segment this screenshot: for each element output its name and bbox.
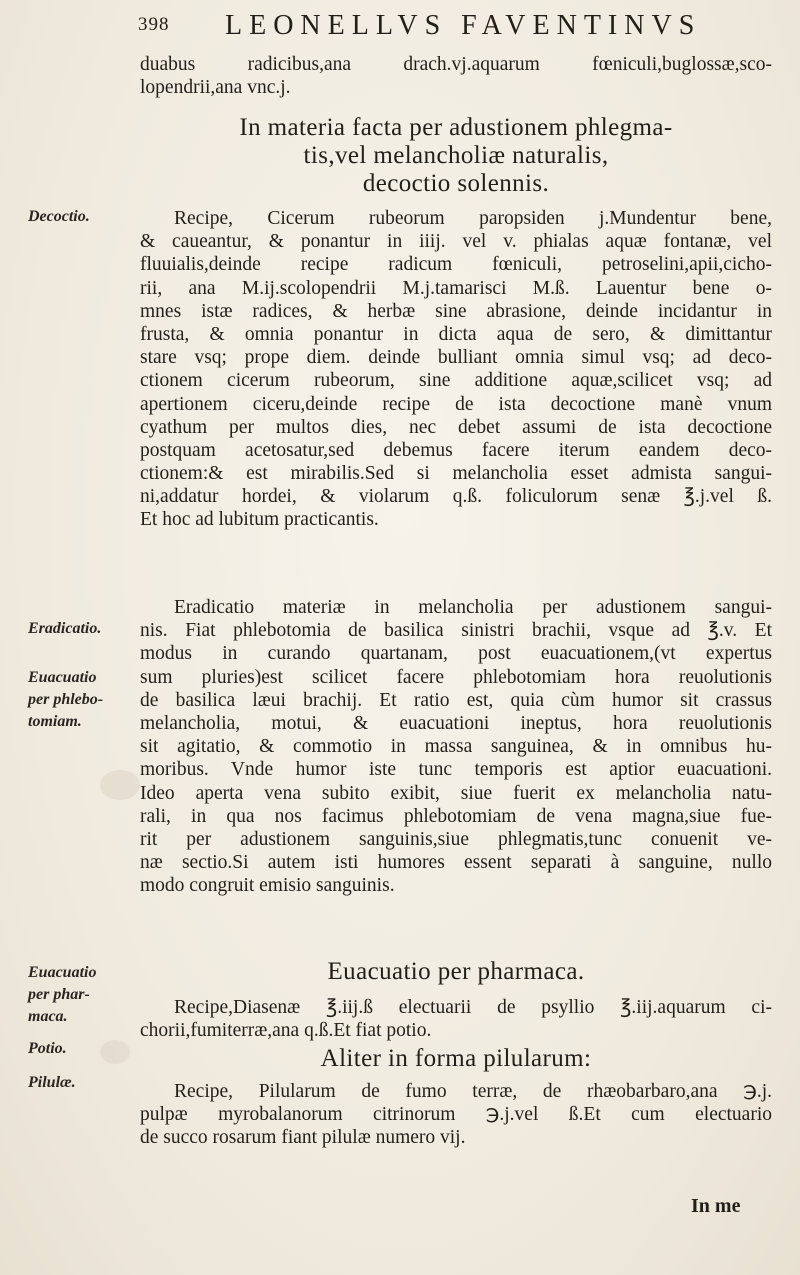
marginal-line: Euacuatio [28,669,97,686]
text-line: ctionem:& est mirabilis.Sed si melancholia esset admista sangui- [140,463,772,485]
text-line: rali, in qua nos facimus phlebotomiam de vena magna,siue fue- [140,805,772,827]
marginal-line: Potio. [28,1040,67,1057]
catchword: In me [691,1195,741,1217]
marginal-note [28,962,133,1028]
paragraph [140,1080,772,1150]
text-line: Et hoc ad lubitum practicantis. [140,509,379,531]
heading-line: In materia facta per adustionem phlegma- [239,114,673,141]
text-line: de basilica læui brachij. Et ratio est, quia cùm humor sit crassus [140,689,772,711]
marginal-note [28,1072,133,1094]
marginal-note [28,618,133,640]
text-line: apertionem ciceru,deinde recipe de ista decoctione manè vnum [140,393,772,415]
text-line: postquam acetosatur,sed debemus facere iterum eandem deco- [140,439,772,461]
text-block-top [140,53,772,99]
text-line: ctionem cicerum rubeorum, sine additione aquæ,scilicet vsq; ad [140,370,772,392]
text-line: Recipe, Pilularum de fumo terræ, de rhæobarbaro,ana ℈.j. [174,1081,772,1102]
text-line: frusta, & omnia ponantur in dicta aqua de sero, & dimittantur [140,323,772,345]
text-line: ni,addatur hordei, & violarum q.ß. foliculorum senæ ℥.j.vel ß. [140,486,772,508]
paper-stain [100,770,140,800]
text-line: modus in curando quartanam, post euacuationem,(vt expertus [140,643,772,665]
section-heading [140,1045,772,1073]
marginal-line: tomiam. [28,713,82,730]
marginal-note [28,206,133,228]
text-line: duabus radicibus,ana drach.vj.aquarum fœniculi,buglossæ,sco- [140,54,772,75]
paragraph [140,207,772,532]
marginal-note [28,1038,133,1060]
section-heading [140,958,772,986]
text-line: Ideo aperta vena subito exibit, siue fuerit ex melancholia natu- [140,782,772,804]
text-line: melancholia, motui, & euacuationi ineptus, hora reuolutionis [140,712,772,734]
text-line: sum pluries)est scilicet facere phlebotomiam hora reuolutionis [140,666,772,688]
running-head: LEONELLVS FAVENTINVS [225,10,702,41]
text-line: pulpæ myrobalanorum citrinorum ℈.j.vel ß.Et cum electuario [140,1104,772,1126]
text-line: Recipe, Cicerum rubeorum paropsiden j.Mundentur bene, [174,208,772,229]
text-line: lopendrii,ana vnc.j. [140,77,291,99]
text-line: nis. Fiat phlebotomia de basilica sinistri brachii, vsque ad ℥.v. Et [140,620,772,642]
text-line: rit per adustionem sanguinis,siue phlegmatis,tunc conuenit ve- [140,828,772,850]
text-line: mnes istæ radices, & herbæ sine abrasione, deinde incidantur in [140,300,772,322]
text-line: modo congruit emisio sanguinis. [140,875,395,897]
text-line: næ sectio.Si autem isti humores essent separati à sanguine, nullo [140,852,772,874]
paragraph [140,996,772,1042]
text-line: rii, ana M.ij.scolopendrii M.j.tamarisci M.ß. Lauentur bene o- [140,277,772,299]
marginal-line: per phlebo- [28,691,104,708]
heading-line: Euacuatio per pharmaca. [327,958,585,985]
marginal-line: Pilulæ. [28,1074,76,1091]
text-line: & caueantur, & ponantur in iiij. vel v. phialas aquæ fontanæ, vel [140,231,772,253]
heading-line: decoctio solennis. [362,170,550,197]
marginal-note [28,667,133,733]
text-line: Recipe,Diasenæ ℥.iij.ß electuarii de psyllio ℥.iij.aquarum ci- [174,997,772,1018]
text-line: cyathum per multos dies, nec debet assumi de ista decoctione [140,416,772,438]
heading-line: Aliter in forma pilularum: [320,1045,592,1072]
marginal-line: per phar- [28,986,90,1003]
paragraph [140,596,772,897]
marginal-line: maca. [28,1008,68,1025]
text-line: moribus. Vnde humor iste tunc temporis est aptior euacuationi. [140,759,772,781]
marginal-line: Eradicatio. [28,620,102,637]
marginal-line: Decoctio. [28,208,90,225]
marginal-line: Euacuatio [28,964,97,981]
text-line: de succo rosarum fiant pilulæ numero vij. [140,1127,466,1149]
text-line: chorii,fumiterræ,ana q.ß.Et fiat potio. [140,1020,432,1042]
section-heading [140,114,772,198]
page-number: 398 [138,14,170,35]
text-line: Eradicatio materiæ in melancholia per adustionem sangui- [174,597,772,618]
text-line: fluuialis,deinde recipe radicum fœniculi, petroselini,apii,cicho- [140,254,772,276]
heading-line: tis,vel melancholiæ naturalis, [303,142,609,169]
text-line: sit agitatio, & commotio in massa sanguinea, & in omnibus hu- [140,736,772,758]
text-line: stare vsq; prope diem. deinde bulliant omnia simul vsq; ad deco- [140,347,772,369]
